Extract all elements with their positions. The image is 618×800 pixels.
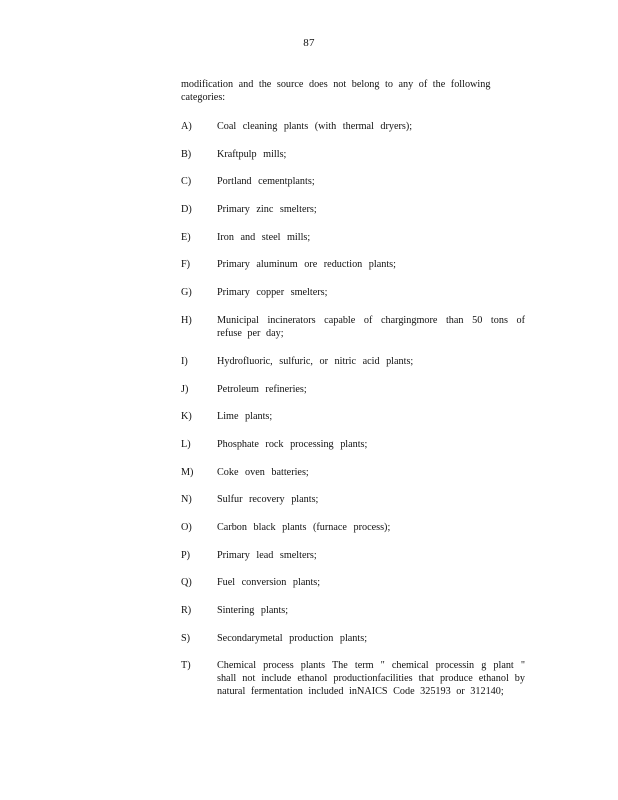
list-letter: K): [181, 411, 192, 423]
list-item-c: [0, 175, 618, 203]
list-text: Kraftpulp mills;: [217, 148, 287, 160]
list-item-e: [0, 231, 618, 259]
list-item-k: [0, 410, 618, 438]
list-item-p: [0, 549, 618, 577]
list-letter: S): [181, 632, 191, 644]
list-item-s: [0, 632, 618, 660]
list-item-g: [0, 286, 618, 314]
list-item-j: [0, 383, 618, 411]
list-item-r: [0, 604, 618, 632]
list-letter: J): [181, 383, 189, 395]
list-letter: E): [181, 231, 191, 243]
list-text: Hydrofluoric, sulfuric, or nitric acid plants;: [217, 355, 414, 367]
list-item-n: [0, 493, 618, 521]
list-letter: D): [181, 204, 192, 216]
list-letter: P): [181, 549, 191, 561]
list-text: Primary copper smelters;: [217, 287, 328, 299]
list-letter: T): [181, 660, 191, 672]
list-item-a: [0, 120, 618, 148]
list-text: Primary aluminum ore reduction plants;: [217, 259, 396, 271]
list-letter: Q): [181, 577, 192, 589]
list-letter: H): [181, 314, 192, 326]
list-text: Chemical process plants The term " chemical processin g plant " shall not include ethanol productionfacilities that produce ethanol by natural fermentation included inNAICS Code 325193 or 312140;: [217, 660, 525, 698]
list-item-m: [0, 466, 618, 494]
list-item-h: [0, 314, 618, 355]
list-letter: F): [181, 259, 191, 271]
page-number: 87: [303, 37, 315, 49]
intro-paragraph: modification and the source does not belong to any of the following categories:: [181, 79, 491, 103]
list-text: Sulfur recovery plants;: [217, 494, 319, 506]
list-letter: I): [181, 355, 188, 367]
list-text: Petroleum refineries;: [217, 383, 307, 395]
list-text: Coal cleaning plants (with thermal dryers);: [217, 121, 413, 132]
list-item-q: [0, 576, 618, 604]
list-text: Lime plants;: [217, 411, 273, 423]
list-item-t: [0, 659, 618, 739]
list-letter: G): [181, 287, 192, 299]
list-letter: B): [181, 148, 192, 160]
list-text: Primary zinc smelters;: [217, 204, 317, 216]
list-item-l: [0, 438, 618, 466]
list-text: Coke oven batteries;: [217, 466, 309, 478]
list-letter: O): [181, 521, 192, 533]
list-text: Portland cementplants;: [217, 176, 315, 188]
list-text: Primary lead smelters;: [217, 549, 317, 561]
category-list: [0, 120, 618, 739]
list-letter: A): [181, 121, 192, 132]
list-item-f: [0, 258, 618, 286]
list-letter: M): [181, 466, 194, 478]
list-text: Phosphate rock processing plants;: [217, 438, 368, 450]
list-text: Municipal incinerators capable of chargingmore than 50 tons of refuse per day;: [217, 314, 525, 339]
list-text: Sintering plants;: [217, 605, 289, 616]
list-letter: L): [181, 438, 191, 450]
list-text: Secondarymetal production plants;: [217, 632, 368, 644]
list-letter: R): [181, 605, 192, 616]
list-text: Iron and steel mills;: [217, 231, 311, 243]
list-text: Fuel conversion plants;: [217, 577, 321, 589]
list-item-i: [0, 355, 618, 383]
list-item-o: [0, 521, 618, 549]
list-text: Carbon black plants (furnace process);: [217, 521, 391, 533]
list-item-b: [0, 148, 618, 176]
list-letter: C): [181, 176, 192, 188]
list-letter: N): [181, 494, 192, 506]
list-item-d: [0, 203, 618, 231]
